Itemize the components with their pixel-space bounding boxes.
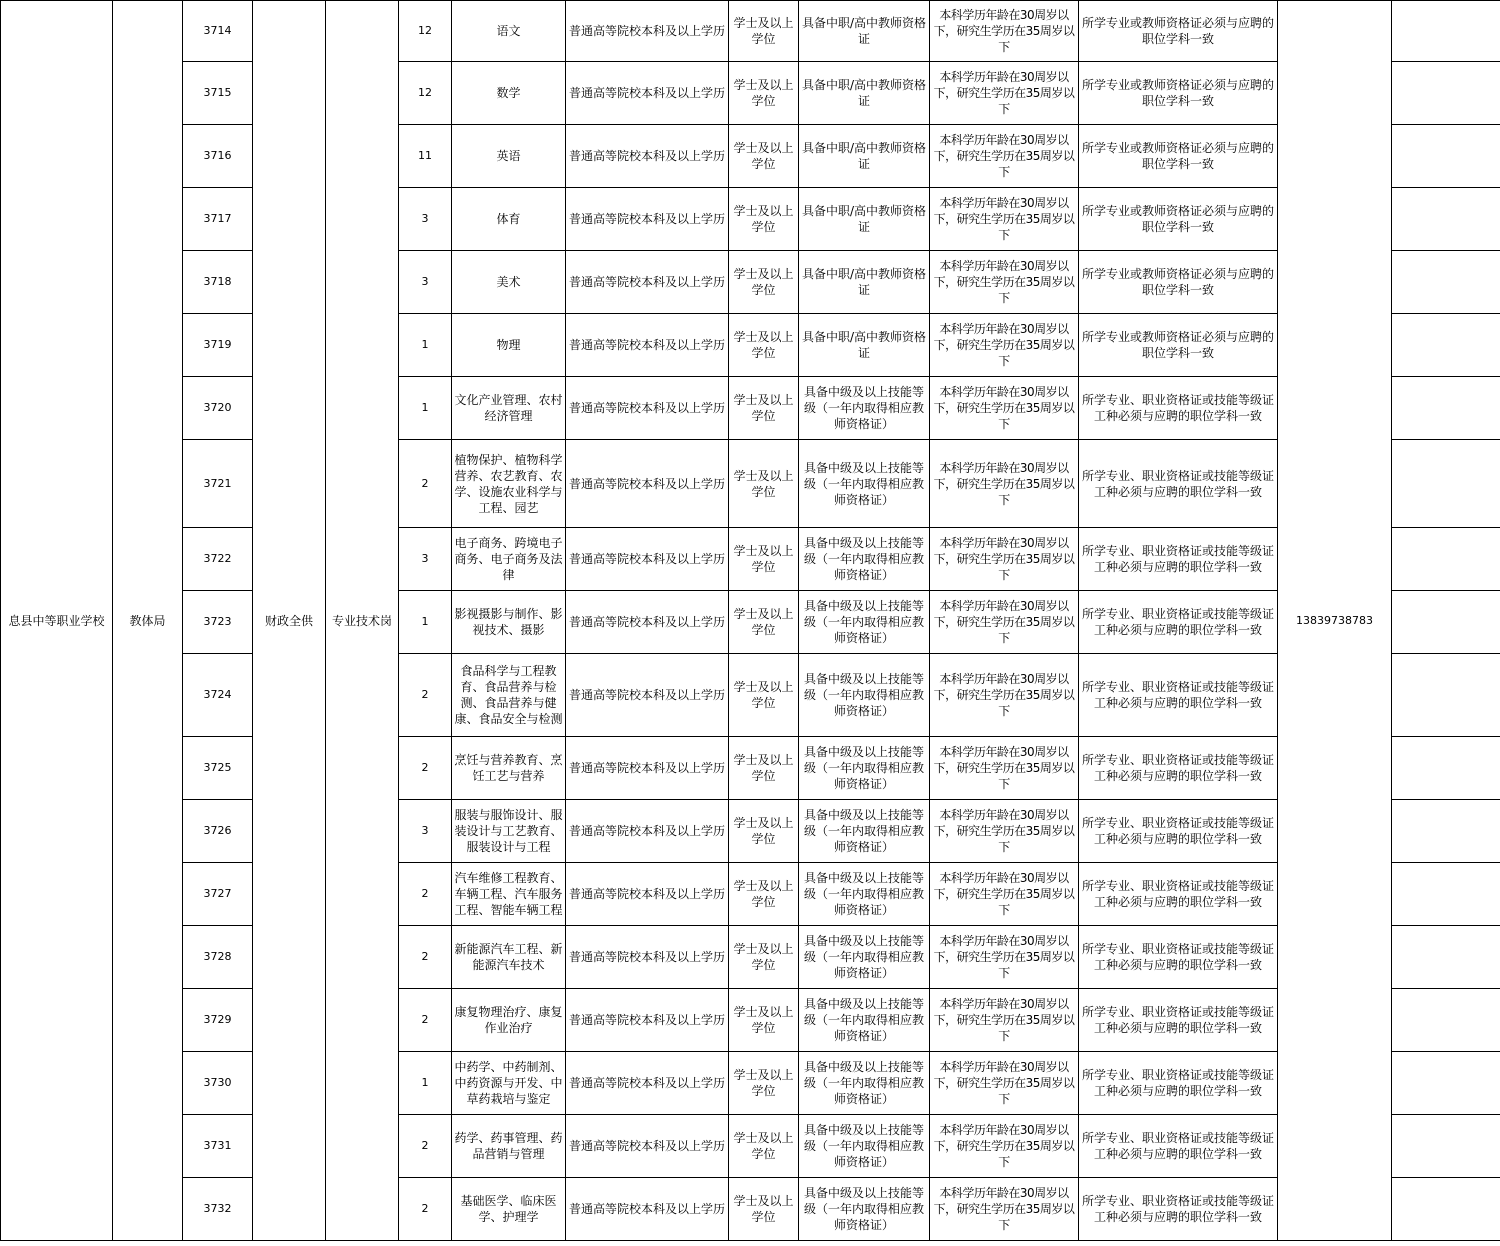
code-cell: 3730	[183, 1052, 253, 1115]
remark-cell: 所学专业或教师资格证必须与应聘的职位学科一致	[1079, 251, 1278, 314]
qualification-cell: 具备中职/高中教师资格证	[799, 314, 930, 377]
code-cell: 3718	[183, 251, 253, 314]
empty-cell	[1392, 62, 1500, 125]
degree-cell: 学士及以上学位	[729, 989, 799, 1052]
major-cell: 食品科学与工程教育、食品营养与检测、食品营养与健康、食品安全与检测	[452, 654, 566, 737]
qualification-cell: 具备中级及以上技能等级（一年内取得相应教师资格证）	[799, 1052, 930, 1115]
education-cell: 普通高等院校本科及以上学历	[566, 800, 729, 863]
empty-cell	[1392, 591, 1500, 654]
code-cell: 3721	[183, 440, 253, 528]
qualification-cell: 具备中职/高中教师资格证	[799, 1, 930, 62]
empty-cell	[1392, 654, 1500, 737]
remark-cell: 所学专业、职业资格证或技能等级证工种必须与应聘的职位学科一致	[1079, 1115, 1278, 1178]
age-cell: 本科学历年龄在30周岁以下，研究生学历在35周岁以下	[930, 654, 1079, 737]
contact-phone-cell: 13839738783	[1278, 1, 1392, 1241]
department-cell: 教体局	[113, 1, 183, 1241]
age-cell: 本科学历年龄在30周岁以下，研究生学历在35周岁以下	[930, 926, 1079, 989]
count-cell: 3	[399, 251, 452, 314]
degree-cell: 学士及以上学位	[729, 1115, 799, 1178]
qualification-cell: 具备中级及以上技能等级（一年内取得相应教师资格证）	[799, 654, 930, 737]
empty-cell	[1392, 314, 1500, 377]
qualification-cell: 具备中职/高中教师资格证	[799, 62, 930, 125]
education-cell: 普通高等院校本科及以上学历	[566, 863, 729, 926]
qualification-cell: 具备中级及以上技能等级（一年内取得相应教师资格证）	[799, 1115, 930, 1178]
code-cell: 3722	[183, 528, 253, 591]
major-cell: 新能源汽车工程、新能源汽车技术	[452, 926, 566, 989]
remark-cell: 所学专业、职业资格证或技能等级证工种必须与应聘的职位学科一致	[1079, 528, 1278, 591]
empty-cell	[1392, 528, 1500, 591]
table-row	[1, 125, 1500, 188]
education-cell: 普通高等院校本科及以上学历	[566, 528, 729, 591]
count-cell: 1	[399, 377, 452, 440]
empty-cell	[1392, 1115, 1500, 1178]
empty-cell	[1392, 800, 1500, 863]
empty-cell	[1392, 125, 1500, 188]
empty-cell	[1392, 188, 1500, 251]
education-cell: 普通高等院校本科及以上学历	[566, 1052, 729, 1115]
code-cell: 3720	[183, 377, 253, 440]
count-cell: 2	[399, 654, 452, 737]
school-cell: 息县中等职业学校	[1, 1, 113, 1241]
degree-cell: 学士及以上学位	[729, 654, 799, 737]
degree-cell: 学士及以上学位	[729, 926, 799, 989]
remark-cell: 所学专业或教师资格证必须与应聘的职位学科一致	[1079, 1, 1278, 62]
table-row	[1, 863, 1500, 926]
table-row	[1, 800, 1500, 863]
count-cell: 1	[399, 1052, 452, 1115]
degree-cell: 学士及以上学位	[729, 440, 799, 528]
table-row	[1, 926, 1500, 989]
table-row	[1, 1115, 1500, 1178]
table-row	[1, 1052, 1500, 1115]
count-cell: 2	[399, 989, 452, 1052]
code-cell: 3723	[183, 591, 253, 654]
degree-cell: 学士及以上学位	[729, 591, 799, 654]
table-row	[1, 737, 1500, 800]
code-cell: 3725	[183, 737, 253, 800]
table-row	[1, 440, 1500, 528]
age-cell: 本科学历年龄在30周岁以下，研究生学历在35周岁以下	[930, 1115, 1079, 1178]
code-cell: 3728	[183, 926, 253, 989]
empty-cell	[1392, 863, 1500, 926]
age-cell: 本科学历年龄在30周岁以下，研究生学历在35周岁以下	[930, 528, 1079, 591]
count-cell: 12	[399, 62, 452, 125]
remark-cell: 所学专业、职业资格证或技能等级证工种必须与应聘的职位学科一致	[1079, 800, 1278, 863]
qualification-cell: 具备中级及以上技能等级（一年内取得相应教师资格证）	[799, 440, 930, 528]
age-cell: 本科学历年龄在30周岁以下，研究生学历在35周岁以下	[930, 1052, 1079, 1115]
remark-cell: 所学专业或教师资格证必须与应聘的职位学科一致	[1079, 188, 1278, 251]
major-cell: 康复物理治疗、康复作业治疗	[452, 989, 566, 1052]
empty-cell	[1392, 926, 1500, 989]
degree-cell: 学士及以上学位	[729, 1052, 799, 1115]
remark-cell: 所学专业、职业资格证或技能等级证工种必须与应聘的职位学科一致	[1079, 926, 1278, 989]
age-cell: 本科学历年龄在30周岁以下，研究生学历在35周岁以下	[930, 1178, 1079, 1241]
education-cell: 普通高等院校本科及以上学历	[566, 314, 729, 377]
major-cell: 汽车维修工程教育、车辆工程、汽车服务工程、智能车辆工程	[452, 863, 566, 926]
major-cell: 美术	[452, 251, 566, 314]
remark-cell: 所学专业、职业资格证或技能等级证工种必须与应聘的职位学科一致	[1079, 1178, 1278, 1241]
age-cell: 本科学历年龄在30周岁以下，研究生学历在35周岁以下	[930, 989, 1079, 1052]
age-cell: 本科学历年龄在30周岁以下，研究生学历在35周岁以下	[930, 1, 1079, 62]
qualification-cell: 具备中级及以上技能等级（一年内取得相应教师资格证）	[799, 989, 930, 1052]
major-cell: 电子商务、跨境电子商务、电子商务及法律	[452, 528, 566, 591]
empty-cell	[1392, 1, 1500, 62]
code-cell: 3732	[183, 1178, 253, 1241]
education-cell: 普通高等院校本科及以上学历	[566, 188, 729, 251]
table-row	[1, 377, 1500, 440]
education-cell: 普通高等院校本科及以上学历	[566, 654, 729, 737]
empty-cell	[1392, 251, 1500, 314]
degree-cell: 学士及以上学位	[729, 314, 799, 377]
age-cell: 本科学历年龄在30周岁以下，研究生学历在35周岁以下	[930, 800, 1079, 863]
remark-cell: 所学专业、职业资格证或技能等级证工种必须与应聘的职位学科一致	[1079, 989, 1278, 1052]
count-cell: 3	[399, 800, 452, 863]
count-cell: 2	[399, 440, 452, 528]
table-row	[1, 188, 1500, 251]
age-cell: 本科学历年龄在30周岁以下，研究生学历在35周岁以下	[930, 591, 1079, 654]
empty-cell	[1392, 1052, 1500, 1115]
age-cell: 本科学历年龄在30周岁以下，研究生学历在35周岁以下	[930, 62, 1079, 125]
count-cell: 2	[399, 863, 452, 926]
empty-cell	[1392, 377, 1500, 440]
major-cell: 文化产业管理、农村经济管理	[452, 377, 566, 440]
empty-cell	[1392, 440, 1500, 528]
major-cell: 语文	[452, 1, 566, 62]
remark-cell: 所学专业、职业资格证或技能等级证工种必须与应聘的职位学科一致	[1079, 377, 1278, 440]
remark-cell: 所学专业、职业资格证或技能等级证工种必须与应聘的职位学科一致	[1079, 654, 1278, 737]
age-cell: 本科学历年龄在30周岁以下，研究生学历在35周岁以下	[930, 188, 1079, 251]
qualification-cell: 具备中职/高中教师资格证	[799, 125, 930, 188]
major-cell: 药学、药事管理、药品营销与管理	[452, 1115, 566, 1178]
table-row	[1, 1, 1500, 62]
qualification-cell: 具备中级及以上技能等级（一年内取得相应教师资格证）	[799, 528, 930, 591]
degree-cell: 学士及以上学位	[729, 377, 799, 440]
qualification-cell: 具备中职/高中教师资格证	[799, 251, 930, 314]
count-cell: 3	[399, 188, 452, 251]
code-cell: 3719	[183, 314, 253, 377]
major-cell: 烹饪与营养教育、烹饪工艺与营养	[452, 737, 566, 800]
major-cell: 中药学、中药制剂、中药资源与开发、中草药栽培与鉴定	[452, 1052, 566, 1115]
qualification-cell: 具备中级及以上技能等级（一年内取得相应教师资格证）	[799, 1178, 930, 1241]
count-cell: 2	[399, 926, 452, 989]
table-row	[1, 62, 1500, 125]
code-cell: 3726	[183, 800, 253, 863]
table-body	[1, 1, 1500, 1241]
education-cell: 普通高等院校本科及以上学历	[566, 926, 729, 989]
degree-cell: 学士及以上学位	[729, 125, 799, 188]
major-cell: 植物保护、植物科学营养、农艺教育、农学、设施农业科学与工程、园艺	[452, 440, 566, 528]
education-cell: 普通高等院校本科及以上学历	[566, 377, 729, 440]
count-cell: 2	[399, 1115, 452, 1178]
code-cell: 3717	[183, 188, 253, 251]
remark-cell: 所学专业或教师资格证必须与应聘的职位学科一致	[1079, 125, 1278, 188]
empty-cell	[1392, 737, 1500, 800]
remark-cell: 所学专业、职业资格证或技能等级证工种必须与应聘的职位学科一致	[1079, 737, 1278, 800]
count-cell: 2	[399, 737, 452, 800]
major-cell: 服装与服饰设计、服装设计与工艺教育、服装设计与工程	[452, 800, 566, 863]
degree-cell: 学士及以上学位	[729, 188, 799, 251]
qualification-cell: 具备中级及以上技能等级（一年内取得相应教师资格证）	[799, 737, 930, 800]
education-cell: 普通高等院校本科及以上学历	[566, 1, 729, 62]
code-cell: 3716	[183, 125, 253, 188]
education-cell: 普通高等院校本科及以上学历	[566, 737, 729, 800]
education-cell: 普通高等院校本科及以上学历	[566, 125, 729, 188]
degree-cell: 学士及以上学位	[729, 62, 799, 125]
empty-cell	[1392, 1178, 1500, 1241]
remark-cell: 所学专业、职业资格证或技能等级证工种必须与应聘的职位学科一致	[1079, 1052, 1278, 1115]
remark-cell: 所学专业或教师资格证必须与应聘的职位学科一致	[1079, 62, 1278, 125]
qualification-cell: 具备中级及以上技能等级（一年内取得相应教师资格证）	[799, 591, 930, 654]
degree-cell: 学士及以上学位	[729, 800, 799, 863]
degree-cell: 学士及以上学位	[729, 1178, 799, 1241]
education-cell: 普通高等院校本科及以上学历	[566, 989, 729, 1052]
code-cell: 3729	[183, 989, 253, 1052]
age-cell: 本科学历年龄在30周岁以下，研究生学历在35周岁以下	[930, 377, 1079, 440]
empty-cell	[1392, 989, 1500, 1052]
code-cell: 3715	[183, 62, 253, 125]
code-cell: 3731	[183, 1115, 253, 1178]
degree-cell: 学士及以上学位	[729, 528, 799, 591]
code-cell: 3714	[183, 1, 253, 62]
remark-cell: 所学专业或教师资格证必须与应聘的职位学科一致	[1079, 314, 1278, 377]
count-cell: 11	[399, 125, 452, 188]
education-cell: 普通高等院校本科及以上学历	[566, 251, 729, 314]
code-cell: 3727	[183, 863, 253, 926]
count-cell: 2	[399, 1178, 452, 1241]
table-row	[1, 591, 1500, 654]
table-row	[1, 251, 1500, 314]
code-cell: 3724	[183, 654, 253, 737]
table-row	[1, 1178, 1500, 1241]
count-cell: 1	[399, 314, 452, 377]
count-cell: 12	[399, 1, 452, 62]
degree-cell: 学士及以上学位	[729, 1, 799, 62]
age-cell: 本科学历年龄在30周岁以下，研究生学历在35周岁以下	[930, 251, 1079, 314]
degree-cell: 学士及以上学位	[729, 737, 799, 800]
age-cell: 本科学历年龄在30周岁以下，研究生学历在35周岁以下	[930, 440, 1079, 528]
education-cell: 普通高等院校本科及以上学历	[566, 62, 729, 125]
post-type-cell: 专业技术岗	[326, 1, 399, 1241]
funding-cell: 财政全供	[253, 1, 326, 1241]
education-cell: 普通高等院校本科及以上学历	[566, 591, 729, 654]
qualification-cell: 具备中职/高中教师资格证	[799, 188, 930, 251]
count-cell: 1	[399, 591, 452, 654]
qualification-cell: 具备中级及以上技能等级（一年内取得相应教师资格证）	[799, 926, 930, 989]
qualification-cell: 具备中级及以上技能等级（一年内取得相应教师资格证）	[799, 800, 930, 863]
table-row	[1, 989, 1500, 1052]
remark-cell: 所学专业、职业资格证或技能等级证工种必须与应聘的职位学科一致	[1079, 863, 1278, 926]
table-row	[1, 654, 1500, 737]
degree-cell: 学士及以上学位	[729, 251, 799, 314]
count-cell: 3	[399, 528, 452, 591]
degree-cell: 学士及以上学位	[729, 863, 799, 926]
education-cell: 普通高等院校本科及以上学历	[566, 1178, 729, 1241]
education-cell: 普通高等院校本科及以上学历	[566, 440, 729, 528]
age-cell: 本科学历年龄在30周岁以下，研究生学历在35周岁以下	[930, 737, 1079, 800]
remark-cell: 所学专业、职业资格证或技能等级证工种必须与应聘的职位学科一致	[1079, 591, 1278, 654]
remark-cell: 所学专业、职业资格证或技能等级证工种必须与应聘的职位学科一致	[1079, 440, 1278, 528]
major-cell: 数学	[452, 62, 566, 125]
qualification-cell: 具备中级及以上技能等级（一年内取得相应教师资格证）	[799, 377, 930, 440]
age-cell: 本科学历年龄在30周岁以下，研究生学历在35周岁以下	[930, 863, 1079, 926]
table-row	[1, 314, 1500, 377]
major-cell: 影视摄影与制作、影视技术、摄影	[452, 591, 566, 654]
age-cell: 本科学历年龄在30周岁以下，研究生学历在35周岁以下	[930, 125, 1079, 188]
education-cell: 普通高等院校本科及以上学历	[566, 1115, 729, 1178]
major-cell: 英语	[452, 125, 566, 188]
major-cell: 体育	[452, 188, 566, 251]
table-row	[1, 528, 1500, 591]
qualification-cell: 具备中级及以上技能等级（一年内取得相应教师资格证）	[799, 863, 930, 926]
major-cell: 物理	[452, 314, 566, 377]
age-cell: 本科学历年龄在30周岁以下，研究生学历在35周岁以下	[930, 314, 1079, 377]
major-cell: 基础医学、临床医学、护理学	[452, 1178, 566, 1241]
